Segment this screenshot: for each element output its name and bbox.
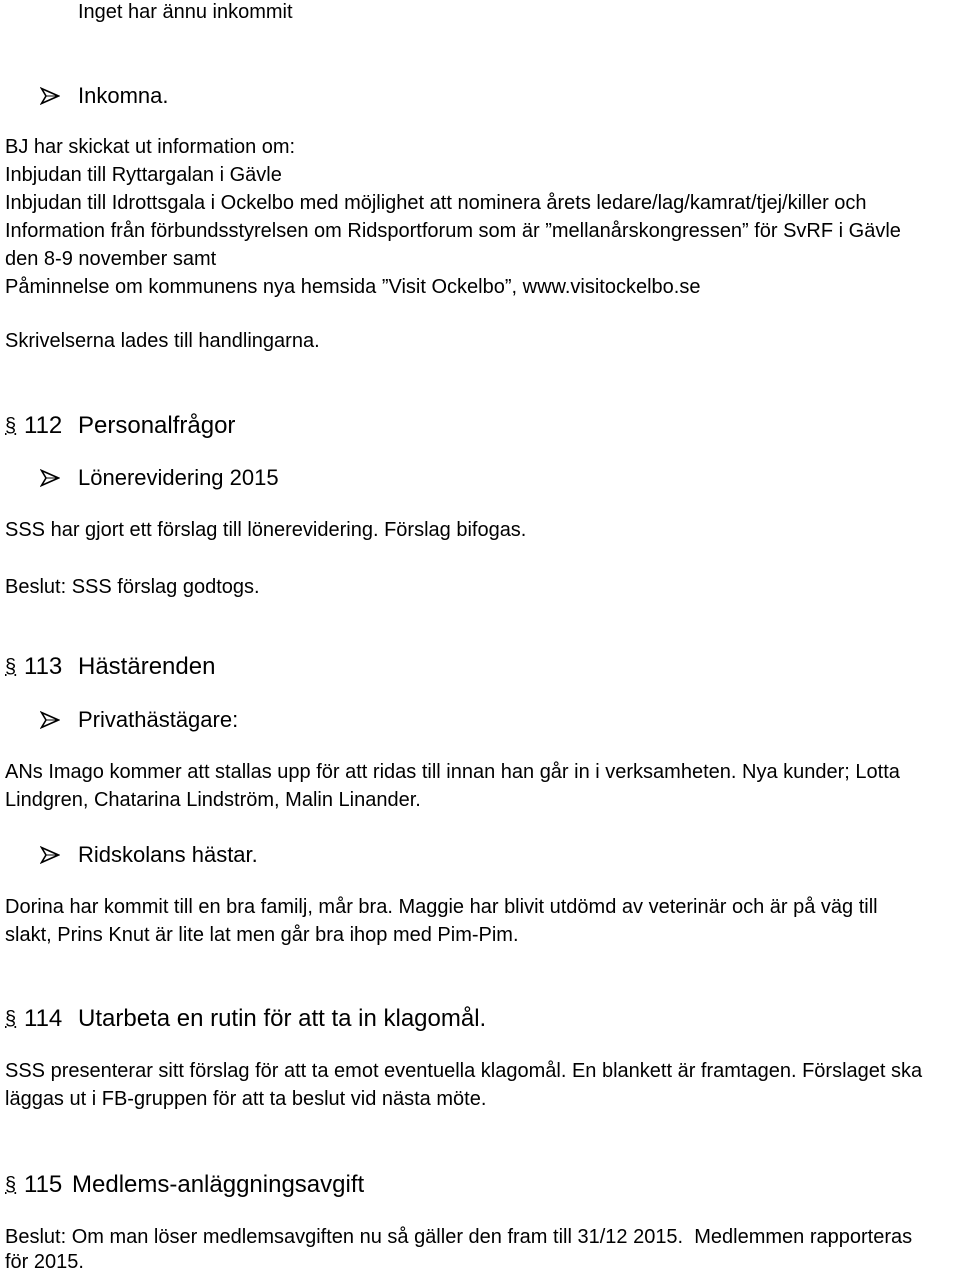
section-symbol: § xyxy=(5,656,17,678)
section-heading-114 xyxy=(0,1004,900,1034)
section-title: Hästärenden xyxy=(78,653,216,680)
info-line: den 8-9 november samt xyxy=(5,248,217,270)
bullet-label: Lönerevidering 2015 xyxy=(78,465,279,490)
info-line: Inbjudan till Idrottsgala i Ockelbo med möjlighet att nominera årets ledare/lag/kamrat/tjej/killer och xyxy=(5,192,867,214)
section-heading-112 xyxy=(0,411,900,441)
body-line: SSS presenterar sitt förslag för att ta emot eventuella klagomål. En blankett är framtagen. Förslaget ska xyxy=(5,1060,923,1082)
section-number: 112 xyxy=(24,412,63,439)
info-line: Inbjudan till Ryttargalan i Gävle xyxy=(5,164,282,186)
section-number: 113 xyxy=(24,653,63,680)
arrowhead-bullet-icon xyxy=(40,87,60,105)
decision-text: Beslut: SSS förslag godtogs. xyxy=(5,576,260,598)
body-line: läggas ut i FB-gruppen för att ta beslut vid nästa möte. xyxy=(5,1088,487,1110)
arrowhead-bullet-icon xyxy=(40,846,60,864)
section-number: 115 xyxy=(24,1171,63,1198)
top-note: Inget har ännu inkommit xyxy=(78,1,293,23)
info-line: Påminnelse om kommunens nya hemsida ”Visit Ockelbo”, www.visitockelbo.se xyxy=(5,276,701,298)
bullet-item-lonerevidering xyxy=(40,464,640,492)
section-title: Utarbeta en rutin för att ta in klagomål. xyxy=(78,1005,487,1032)
body-line: Lindgren, Chatarina Lindström, Malin Linander. xyxy=(5,789,421,811)
section-title: Personalfrågor xyxy=(78,412,236,439)
decision-text: Skrivelserna lades till handlingarna. xyxy=(5,330,320,352)
bullet-label: Inkomna. xyxy=(78,83,169,108)
body-line: slakt, Prins Knut är lite lat men går bra ihop med Pim-Pim. xyxy=(5,924,519,946)
bullet-label: Privathästägare: xyxy=(78,707,239,732)
section-symbol: § xyxy=(5,1174,17,1196)
section-heading-113 xyxy=(0,652,900,682)
info-line: BJ har skickat ut information om: xyxy=(5,136,296,158)
body-line: Dorina har kommit till en bra familj, mår bra. Maggie har blivit utdömd av veterinär och är på väg till xyxy=(5,896,878,918)
bullet-item-privathastagare xyxy=(40,706,640,734)
section-number: 114 xyxy=(24,1005,63,1032)
section-symbol: § xyxy=(5,1008,17,1030)
bullet-label: Ridskolans hästar. xyxy=(78,842,258,867)
section-heading-115 xyxy=(0,1170,900,1200)
body-line: ANs Imago kommer att stallas upp för att ridas till innan han går in i verksamheten. Nya kunder; Lotta xyxy=(5,761,900,783)
arrowhead-bullet-icon xyxy=(40,469,60,487)
section-title: Medlems-anläggningsavgift xyxy=(72,1171,365,1198)
arrowhead-bullet-icon xyxy=(40,711,60,729)
section-symbol: § xyxy=(5,415,17,437)
decision-text: Beslut: Om man löser medlemsavgiften nu så gäller den fram till 31/12 2015. Medlemmen rapporteras xyxy=(5,1226,913,1248)
bullet-item-ridskolans-hastar xyxy=(40,841,640,869)
info-line: Information från förbundsstyrelsen om Ridsportforum som är ”mellanårskongressen” för SvRF i Gävle xyxy=(5,220,901,242)
body-line: för 2015. xyxy=(5,1251,84,1273)
bullet-item-inkomna xyxy=(40,82,640,110)
body-line: SSS har gjort ett förslag till lönerevidering. Förslag bifogas. xyxy=(5,519,527,541)
